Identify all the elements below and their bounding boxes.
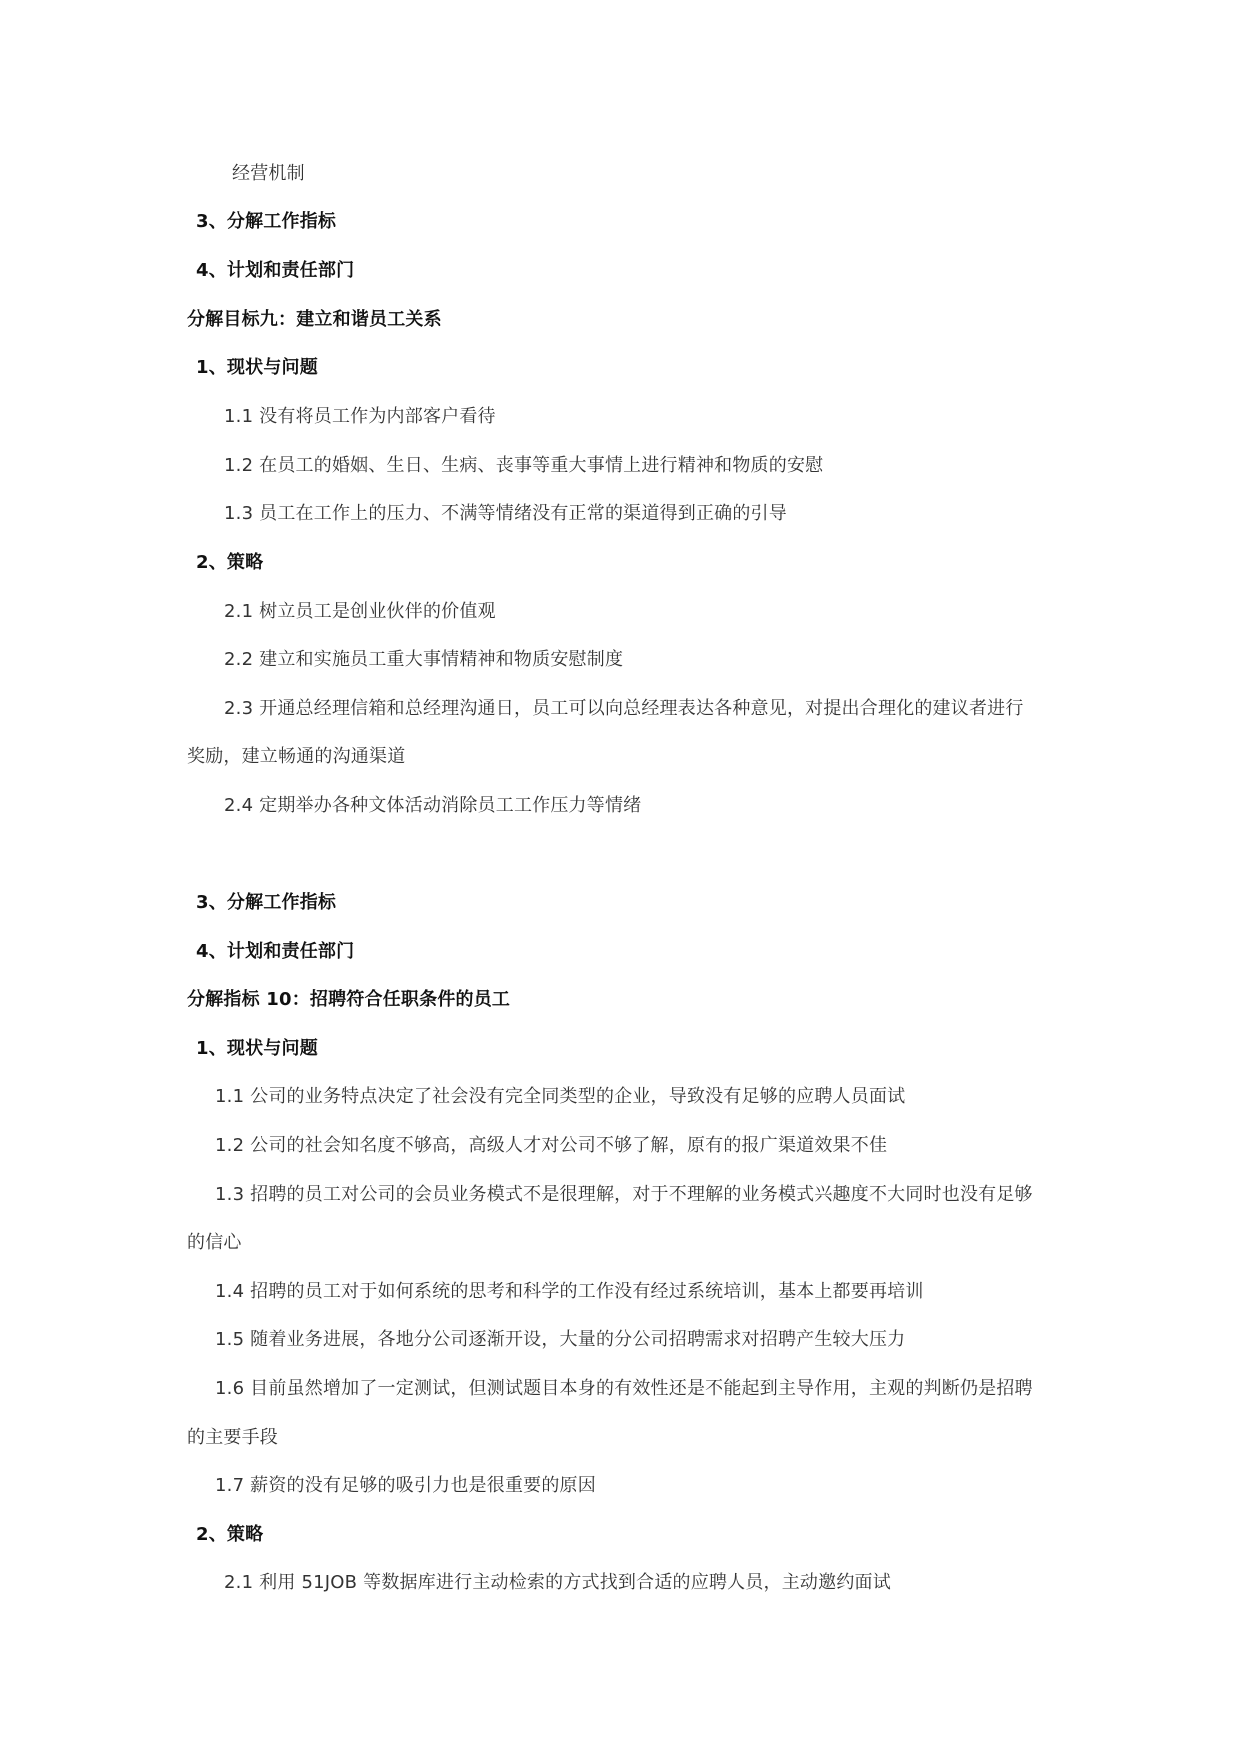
section-heading: 3、分解工作指标 (196, 892, 337, 913)
list-item-continuation: 奖励，建立畅通的沟通渠道 (187, 746, 406, 767)
list-item: 1.6 目前虽然增加了一定测试，但测试题目本身的有效性还是不能起到主导作用，主观的判断仍是招聘 (215, 1378, 1033, 1399)
section-heading: 3、分解工作指标 (196, 211, 337, 232)
list-item: 2.1 树立员工是创业伙伴的价值观 (224, 601, 496, 622)
list-item: 2.1 利用 51JOB 等数据库进行主动检索的方式找到合适的应聘人员，主动邀约面试 (224, 1572, 891, 1593)
list-item: 1.4 招聘的员工对于如何系统的思考和科学的工作没有经过系统培训，基本上都要再培训 (215, 1281, 924, 1302)
section-heading: 4、计划和责任部门 (196, 260, 355, 281)
section-heading: 4、计划和责任部门 (196, 941, 355, 962)
list-item: 1.1 没有将员工作为内部客户看待 (224, 406, 496, 427)
section-heading: 2、策略 (196, 1524, 264, 1545)
list-item-continuation: 的信心 (187, 1232, 242, 1253)
list-item: 2.2 建立和实施员工重大事情精神和物质安慰制度 (224, 649, 624, 670)
list-item: 1.3 招聘的员工对公司的会员业务模式不是很理解，对于不理解的业务模式兴趣度不大同时也没有足够 (215, 1184, 1033, 1205)
list-item: 1.2 公司的社会知名度不够高，高级人才对公司不够了解，原有的报广渠道效果不佳 (215, 1135, 888, 1156)
list-item: 2.3 开通总经理信箱和总经理沟通日，员工可以向总经理表达各种意见，对提出合理化的建议者进行 (224, 698, 1024, 719)
list-item: 2.4 定期举办各种文体活动消除员工工作压力等情绪 (224, 795, 642, 816)
list-item: 1.7 薪资的没有足够的吸引力也是很重要的原因 (215, 1475, 596, 1496)
section-heading: 1、现状与问题 (196, 1038, 318, 1059)
list-item: 1.1 公司的业务特点决定了社会没有完全同类型的企业，导致没有足够的应聘人员面试 (215, 1086, 906, 1107)
section-heading: 2、策略 (196, 552, 264, 573)
section-heading: 1、现状与问题 (196, 357, 318, 378)
goal-heading: 分解指标 10：招聘符合任职条件的员工 (187, 989, 511, 1010)
list-item: 1.5 随着业务进展，各地分公司逐渐开设，大量的分公司招聘需求对招聘产生较大压力 (215, 1329, 906, 1350)
goal-heading: 分解目标九：建立和谐员工关系 (187, 309, 442, 330)
list-item: 1.2 在员工的婚姻、生日、生病、丧事等重大事情上进行精神和物质的安慰 (224, 455, 824, 476)
list-item: 1.3 员工在工作上的压力、不满等情绪没有正常的渠道得到正确的引导 (224, 503, 787, 524)
paragraph-text: 经营机制 (232, 163, 305, 184)
list-item-continuation: 的主要手段 (187, 1427, 278, 1448)
